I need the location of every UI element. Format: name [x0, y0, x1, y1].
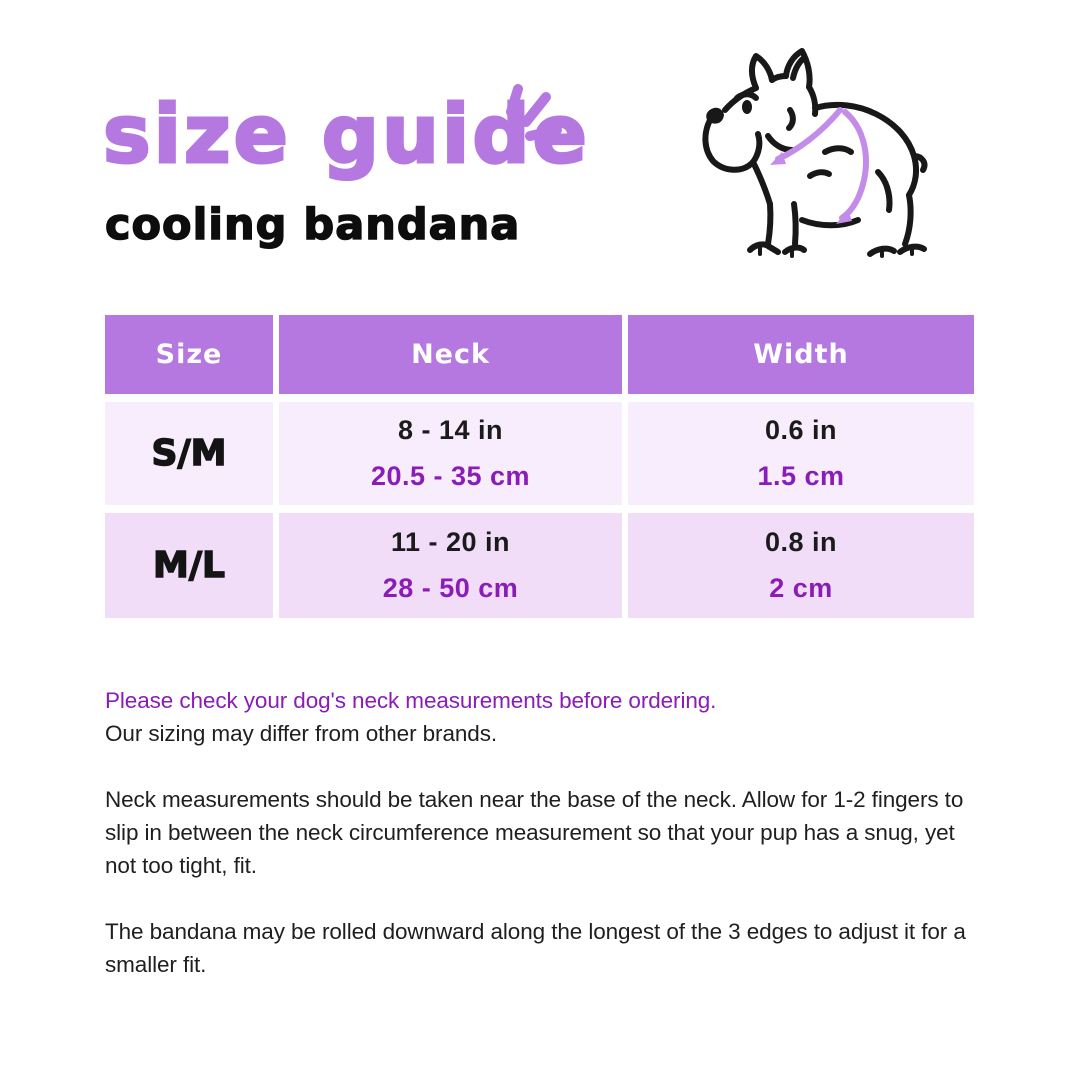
neck-inches: 8 - 14 in	[397, 415, 504, 445]
neck-centimeters: 28 - 50 cm	[382, 573, 519, 603]
sparkle-icon	[494, 80, 566, 146]
size-value: S/M	[151, 433, 227, 474]
note-measuring: Neck measurements should be taken near the base of the neck. Allow for 1-2 fingers to slip in between the neck circumference measurement so that your pup has a snug, yet not too tight, fit.	[105, 787, 964, 879]
french-bulldog-illustration	[690, 48, 970, 276]
page-title: size guide	[103, 88, 590, 181]
note-intro	[105, 684, 973, 750]
table-row-ml-neck-cell	[279, 513, 622, 618]
width-centimeters: 2 cm	[769, 573, 833, 603]
width-inches: 0.6 in	[764, 415, 838, 445]
column-header-width: Width	[628, 315, 974, 394]
width-inches: 0.8 in	[764, 527, 838, 557]
neck-centimeters: 20.5 - 35 cm	[370, 461, 531, 491]
neck-inches: 11 - 20 in	[390, 527, 511, 557]
page-subtitle: cooling bandana	[105, 200, 521, 250]
note-highlight: Please check your dog's neck measurements before ordering.	[105, 688, 717, 713]
size-value: M/L	[153, 545, 225, 586]
table-row-ml-size-cell	[105, 513, 273, 618]
width-centimeters: 1.5 cm	[757, 461, 845, 491]
column-header-neck: Neck	[279, 315, 622, 394]
column-header-size: Size	[105, 315, 273, 394]
table-row-sm-size-cell	[105, 402, 273, 505]
size-table	[105, 315, 974, 618]
notes-section	[105, 684, 973, 1014]
table-row-sm-neck-cell	[279, 402, 622, 505]
note-adjustment: The bandana may be rolled downward along the longest of the 3 edges to adjust it for a smaller fit.	[105, 919, 966, 978]
table-row-sm-width-cell	[628, 402, 974, 505]
table-row-ml-width-cell	[628, 513, 974, 618]
note-sub: Our sizing may differ from other brands.	[105, 721, 497, 747]
